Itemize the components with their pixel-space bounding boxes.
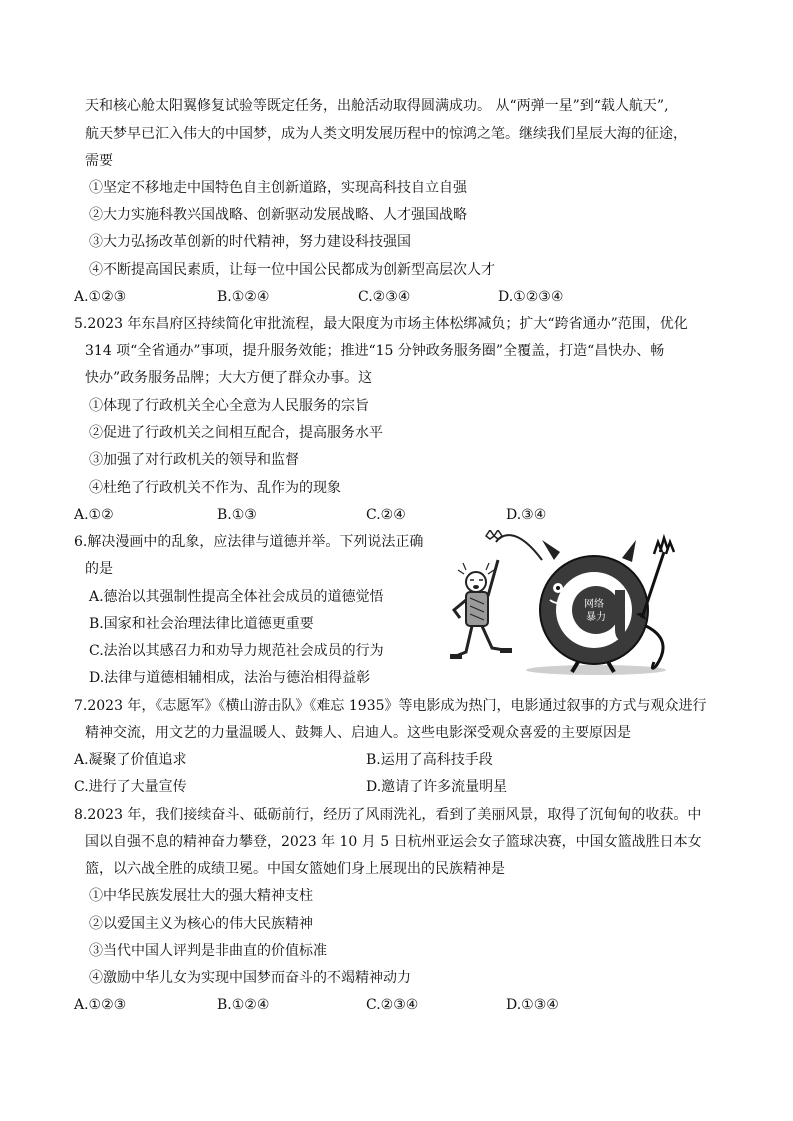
q4-stem-line-3: 需要 (85, 153, 113, 169)
q8-statement-4: ④激励中华儿女为实现中国梦而奋斗的不竭精神动力 (89, 970, 411, 986)
q7-choice-c[interactable]: C.进行了大量宣传 (74, 779, 187, 795)
q6-option-d[interactable]: D.法律与道德相辅相成，法治与德治相得益彰 (89, 670, 371, 686)
q8-choice-b[interactable]: B.①②④ (217, 997, 270, 1013)
q5-statement-4: ④杜绝了行政机关不作为、乱作为的现象 (89, 480, 341, 496)
q5-choice-a[interactable]: A.①② (74, 507, 114, 523)
q5-statement-1: ①体现了行政机关全心全意为人民服务的宗旨 (89, 398, 369, 414)
q6-stem-line-1: 6.解决漫画中的乱象，应法律与道德并举。下列说法正确 (74, 534, 424, 550)
q8-statement-2: ②以爱国主义为核心的伟大民族精神 (89, 916, 313, 932)
q5-stem-line-3: 快办”政务服务品牌；大大方便了群众办事。这 (85, 370, 373, 386)
q7-stem-line-2: 精神交流，用文艺的力量温暖人、鼓舞人、启迪人。这些电影深受观众喜爱的主要原因是 (85, 725, 631, 741)
q5-statement-3: ③加强了对行政机关的领导和监督 (89, 452, 299, 468)
q4-stem-line-1: 天和核心舱太阳翼修复试验等既定任务，出舱活动取得圆满成功。 从“两弹一星”到“载人航天”, (85, 98, 669, 114)
q4-choice-d[interactable]: D.①②③④ (498, 289, 564, 305)
q4-choice-c[interactable]: C.②③④ (358, 289, 411, 305)
q6-option-c[interactable]: C.法治以其感召力和劝导力规范社会成员的行为 (89, 643, 384, 659)
q5-statement-2: ②促进了行政机关之间相互配合，提高服务水平 (89, 425, 383, 441)
q6-option-a[interactable]: A.德治以其强制性提高全体社会成员的道德觉悟 (89, 589, 384, 605)
q5-stem-line-1: 5.2023 年东昌府区持续简化审批流程，最大限度为市场主体松绑减负；扩大“跨省通办”范围，优化 (74, 316, 688, 332)
q7-stem-line-1: 7.2023 年，《志愿军》《横山游击队》《难忘 1935》等电影成为热门，电影通过叙事的方式与观众进行 (74, 698, 707, 714)
cartoon-label-line-1: 网络 (584, 599, 604, 610)
cartoon-label-line-2: 暴力 (586, 612, 606, 623)
q7-choice-d[interactable]: D.邀请了许多流量明星 (366, 779, 508, 795)
q4-statement-3: ③大力弘扬改革创新的时代精神，努力建设科技强国 (89, 234, 411, 250)
q4-stem-line-2: 航天梦早已汇入伟大的中国梦，成为人类文明发展历程中的惊鸿之笔。继续我们星辰大海的征途， (85, 126, 687, 142)
q8-statement-3: ③当代中国人评判是非曲直的价值标准 (89, 943, 327, 959)
q4-choice-a[interactable]: A.①②③ (74, 289, 127, 305)
q5-choice-c[interactable]: C.②④ (366, 507, 406, 523)
q7-choice-a[interactable]: A.凝聚了价值追求 (74, 752, 187, 768)
q6-option-b[interactable]: B.国家和社会治理法律比道德更重要 (89, 616, 314, 632)
q4-statement-2: ②大力实施科教兴国战略、创新驱动发展战略、人才强国战略 (89, 207, 467, 223)
q6-stem-line-2: 的是 (85, 561, 113, 577)
q8-stem-line-2: 国以自强不息的精神奋力攀登，2023 年 10 月 5 日杭州亚运会女子篮球决赛，中国女篮战胜日本女 (85, 834, 702, 850)
q8-stem-line-3: 篮，以六战全胜的成绩卫冕。中国女篮她们身上展现出的民族精神是 (85, 861, 505, 877)
q8-stem-line-1: 8.2023 年，我们接续奋斗、砥砺前行，经历了风雨洗礼，看到了美丽风景，取得了沉甸甸的收获。中 (74, 807, 702, 823)
devil-at-sign-icon (540, 538, 674, 672)
q5-choice-b[interactable]: B.①③ (217, 507, 257, 523)
q8-statement-1: ①中华民族发展壮大的强大精神支柱 (89, 888, 313, 904)
cyber-violence-cartoon (446, 530, 682, 676)
q5-stem-line-2: 314 项“全省通办”事项，提升服务效能；推进“15 分钟政务服务圈”全覆盖，打造“昌快办、畅 (85, 343, 665, 359)
q4-choice-b[interactable]: B.①②④ (217, 289, 270, 305)
frightened-person-icon (450, 560, 512, 659)
q4-statement-4: ④不断提高国民素质，让每一位中国公民都成为创新型高层次人才 (89, 262, 495, 278)
q8-choice-c[interactable]: C.②③④ (366, 997, 419, 1013)
q8-choice-d[interactable]: D.①③④ (506, 997, 559, 1013)
q4-statement-1: ①坚定不移地走中国特色自主创新道路，实现高科技自立自强 (89, 180, 467, 196)
q5-choice-d[interactable]: D.③④ (506, 507, 547, 523)
q7-choice-b[interactable]: B.运用了高科技手段 (366, 752, 493, 768)
q8-choice-a[interactable]: A.①②③ (74, 997, 127, 1013)
